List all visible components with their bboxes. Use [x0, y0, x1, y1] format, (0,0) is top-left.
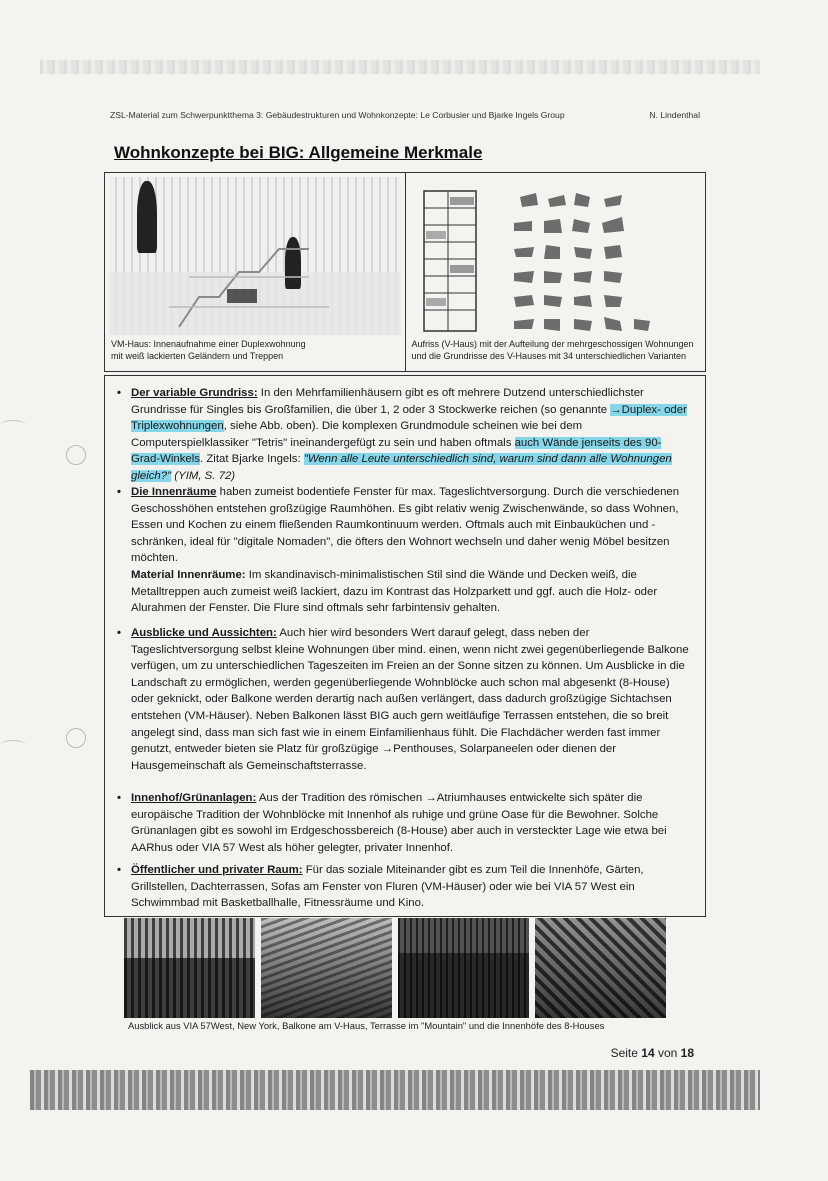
section-and-floorplans: [410, 177, 700, 335]
page-header: [110, 110, 700, 120]
punch-hole-bottom: [66, 728, 86, 748]
bullet-icon: •: [117, 792, 121, 804]
v-house-balconies-photo: [261, 918, 392, 1018]
figure-box: [104, 172, 706, 372]
caption-line: mit weiß lackierten Geländern und Treppen: [111, 351, 284, 361]
8-house-courtyard-photo: [535, 918, 666, 1018]
photo-strip-caption: Ausblick aus VIA 57West, New York, Balkone am V-Haus, Terrasse im "Mountain" und die Innenhöfe des 8-Houses: [128, 1020, 605, 1031]
duplex-interior-photo: [109, 177, 401, 335]
quote-highlight: "Wenn alle Leute unterschiedlich sind, warum sind dann alle Wohnungen gleich?": [131, 453, 672, 482]
section-text: . Zitat Bjarke Ingels:: [200, 453, 304, 466]
section-body: [131, 862, 689, 912]
highlighted-text: →Duplex- oder Triplexwohnungen: [131, 403, 687, 433]
edge-mark-bottom: [0, 740, 26, 751]
course-line: ZSL-Material zum Schwerpunktthema 3: Gebäudestrukturen und Wohnkonzepte: Le Corbusier und Bjarke Ingels Group: [110, 110, 565, 120]
author-name: N. Lindenthal: [649, 110, 700, 120]
section-lead: Die Innenräume: [131, 486, 217, 498]
section-innenraeume: [117, 484, 689, 617]
page-number: [611, 1046, 694, 1060]
section-body: [131, 484, 689, 617]
section-body: [131, 385, 689, 485]
section-body: [131, 790, 689, 856]
section-lead: Öffentlicher und privater Raum:: [131, 864, 303, 876]
section-text: Im skandinavisch-minimalistischen Stil sind die Wände und Decken weiß, die Metalltreppen auch zumeist weiß lackiert, dazu im Kontrast das Holzparkett und ggf. auch die Holz- oder Alurahmen der Fenster. Die Flure sind oftmals sehr farbintensiv gehalten.: [131, 568, 658, 615]
section-lead: Ausblicke und Aussichten:: [131, 627, 277, 639]
section-lead: Innenhof/Grünanlagen:: [131, 792, 257, 804]
stair-railing-drawing: [109, 177, 345, 335]
section-sublead: Material Innenräume:: [131, 568, 246, 581]
total-pages: 18: [680, 1046, 694, 1060]
scan-artifact-top: [40, 60, 760, 74]
mountain-terrace-photo: [398, 918, 529, 1018]
section-ausblicke: [117, 625, 689, 774]
section-text: Aus der Tradition des römischen →Atriumhauses entwickelte sich später die europäische Tradition der Wohnblöcke mit Innenhof als ruhige und grüne Oase für die Bewohner. Solche Grünanlagen gibt es sowohl im Erdgeschossbereich (8-House) aber auch in versteckter Lage wie etwa bei AARhus oder VIA 57 West als höher gelegter, privater Innenhof.: [131, 792, 667, 854]
bullet-icon: •: [117, 387, 121, 399]
caption-line: VM-Haus: Innenaufnahme einer Duplexwohnung: [111, 339, 306, 349]
bullet-icon: •: [117, 486, 121, 498]
current-page: 14: [641, 1046, 655, 1060]
bullet-icon: •: [117, 864, 121, 876]
photo-strip: [124, 918, 666, 1018]
figure-caption-left: [109, 335, 401, 362]
highlighted-text: auch Wände jenseits des 90-Grad-Winkels: [131, 436, 662, 466]
figure-v-house-plans: [405, 173, 706, 371]
section-text: Auch hier wird besonders Wert darauf gelegt, dass neben der Tageslichtversorgung selbst kleine Wohnungen über mind. einen, wenn nicht zwei gegenüberliegende Balkone verfügen, um zu unterschiedlichen Tageszeiten im Freien an der Sonne sitzen zu können. Um Ausblicke in die Landschaft zu ermöglichen, werden gegenüberliegende Wohnblöcke auch schon mal abgesenkt (8-House) oder geknickt, oder Balkone werden derartig nach außen verlängert, dass dadurch großzügige Sichtachsen entstehen (VM-Häuser). Neben Balkonen lässt BIG auch gern weitläufige Terrassen entstehen, die so breit angelegt sind, dass man sich fast wie in einem Einfamilienhaus fühlt. Die Flachdächer werden fast immer genutzt, entweder bieten sie Platz für großzügige →Penthouses, Solarpaneelen oder dienen der Hausgemeinschaft als Gemeinschaftsterrasse.: [131, 627, 689, 772]
section-text: , siehe Abb. oben). Die komplexen Grundmodule scheinen wie bei dem Computerspielklassiker "Tetris" ineinandergefügt zu sein und haben oftmals: [131, 420, 583, 449]
section-grundriss: [117, 385, 689, 485]
section-body: [131, 625, 689, 774]
page-prefix: Seite: [610, 1046, 642, 1060]
caption-line: und die Grundrisse des V-Hauses mit 34 unterschiedlichen Varianten: [411, 351, 686, 361]
section-lead: Der variable Grundriss:: [131, 387, 258, 399]
section-text: In den Mehrfamilienhäusern gibt es oft mehrere Dutzend unterschiedlichster Grundrisse für Singles bis Großfamilien, die über 1, 2 oder 3 Stockwerke reichen (so genannte: [131, 387, 644, 416]
caption-line: Aufriss (V-Haus) mit der Aufteilung der mehrgeschossigen Wohnungen: [411, 339, 694, 349]
scan-artifact-bottom: [30, 1070, 760, 1110]
via57-view-photo: [124, 918, 255, 1018]
section-raum: [117, 862, 689, 912]
page-title: Wohnkonzepte bei BIG: Allgemeine Merkmale: [114, 143, 483, 162]
text-box: [104, 375, 706, 917]
edge-mark-top: [0, 420, 26, 431]
punch-hole-top: [66, 445, 86, 465]
v-house-plans-drawing: [410, 177, 702, 335]
figure-caption-right: [410, 335, 702, 362]
section-text: haben zumeist bodentiefe Fenster für max. Tageslichtversorgung. Durch die verschiedenen Geschosshöhen entstehen großzügige Raumhöhen. Es gibt relativ wenig Zwischenwände, so dass Wohnen, Essen und Kochen zu einem fließenden Raumkontinuum werden. Oftmals auch mit Einbauküchen und -schränken, ideal für "digitale Nomaden", die öfters den Wohnort wechseln und daher wenig Möbel besitzen möchten.: [131, 486, 680, 565]
quote-source: (YIM, S. 72): [171, 469, 236, 482]
bullet-icon: •: [117, 627, 121, 639]
section-innenhof: [117, 790, 689, 856]
page-sep: von: [654, 1046, 681, 1060]
figure-duplex-interior: [105, 173, 405, 371]
section-text: Für das soziale Miteinander gibt es zum Teil die Innenhöfe, Gärten, Grillstellen, Dachterrassen, Sofas am Fenster von Fluren (VM-Häuser) oder wie bei VIA 57 West ein Schwimmbad mit Basketballhalle, Fitnessräume und Kino.: [131, 864, 644, 910]
